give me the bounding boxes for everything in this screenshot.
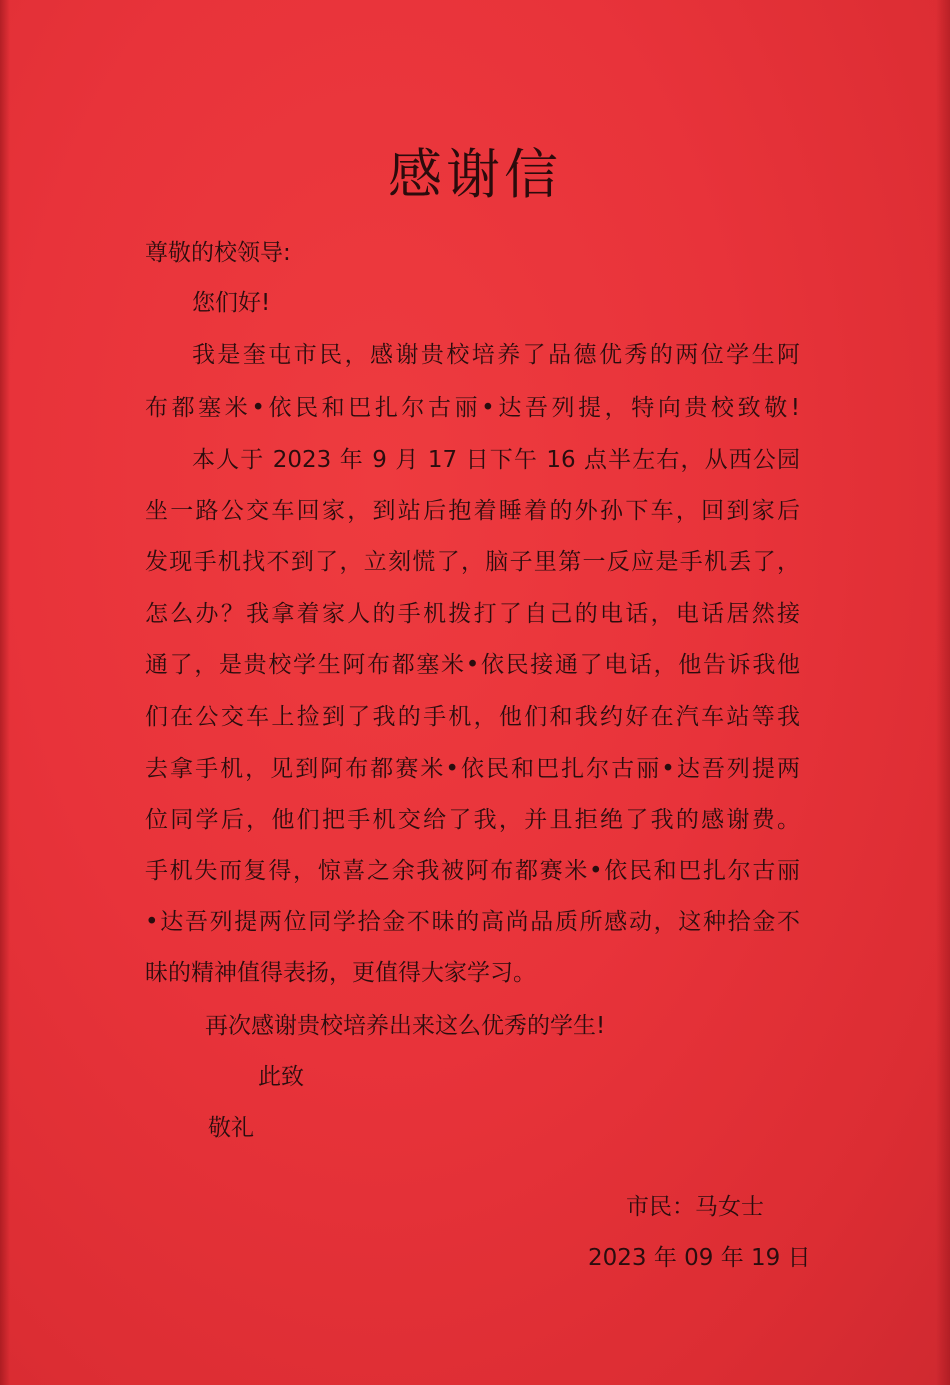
paragraph-2-line-6: 们在公交车上捡到了我的手机，他们和我约好在汽车站等我 bbox=[145, 704, 800, 730]
paragraph-1-line-2: 布都塞米•依民和巴扎尔古丽•达吾列提，特向贵校致敬! bbox=[145, 395, 800, 421]
paragraph-2-line-3: 发现手机找不到了，立刻慌了，脑子里第一反应是手机丢了， bbox=[145, 549, 800, 575]
greeting: 您们好! bbox=[192, 290, 271, 316]
closing-salute: 敬礼 bbox=[208, 1115, 254, 1141]
letter-date: 2023 年 09 年 19 日 bbox=[588, 1245, 811, 1271]
paragraph-2-line-10: •达吾列提两位同学拾金不昧的高尚品质所感动，这种拾金不 bbox=[145, 909, 800, 935]
paragraph-2-line-5: 通了，是贵校学生阿布都塞米•依民接通了电话，他告诉我他 bbox=[145, 652, 800, 678]
signature: 市民：马女士 bbox=[626, 1194, 764, 1220]
paragraph-2-line-2: 坐一路公交车回家，到站后抱着睡着的外孙下车，回到家后 bbox=[145, 498, 800, 524]
closing-respectfully: 此致 bbox=[258, 1064, 304, 1090]
paragraph-1-line-1: 我是奎屯市民，感谢贵校培养了品德优秀的两位学生阿 bbox=[192, 342, 800, 368]
letter-title: 感谢信 bbox=[388, 143, 562, 206]
paragraph-2-line-11: 昧的精神值得表扬，更值得大家学习。 bbox=[145, 960, 536, 986]
paragraph-2-line-4: 怎么办？我拿着家人的手机拨打了自己的电话，电话居然接 bbox=[145, 601, 800, 627]
closing-thanks: 再次感谢贵校培养出来这么优秀的学生! bbox=[205, 1013, 606, 1039]
paragraph-2-line-9: 手机失而复得，惊喜之余我被阿布都赛米•依民和巴扎尔古丽 bbox=[145, 858, 800, 884]
salutation: 尊敬的校领导: bbox=[145, 240, 291, 266]
paragraph-2-line-7: 去拿手机，见到阿布都赛米•依民和巴扎尔古丽•达吾列提两 bbox=[145, 756, 800, 782]
paragraph-2-line-1: 本人于 2023 年 9 月 17 日下午 16 点半左右，从西公园 bbox=[192, 447, 800, 473]
paragraph-2-line-8: 位同学后，他们把手机交给了我，并且拒绝了我的感谢费。 bbox=[145, 807, 800, 833]
